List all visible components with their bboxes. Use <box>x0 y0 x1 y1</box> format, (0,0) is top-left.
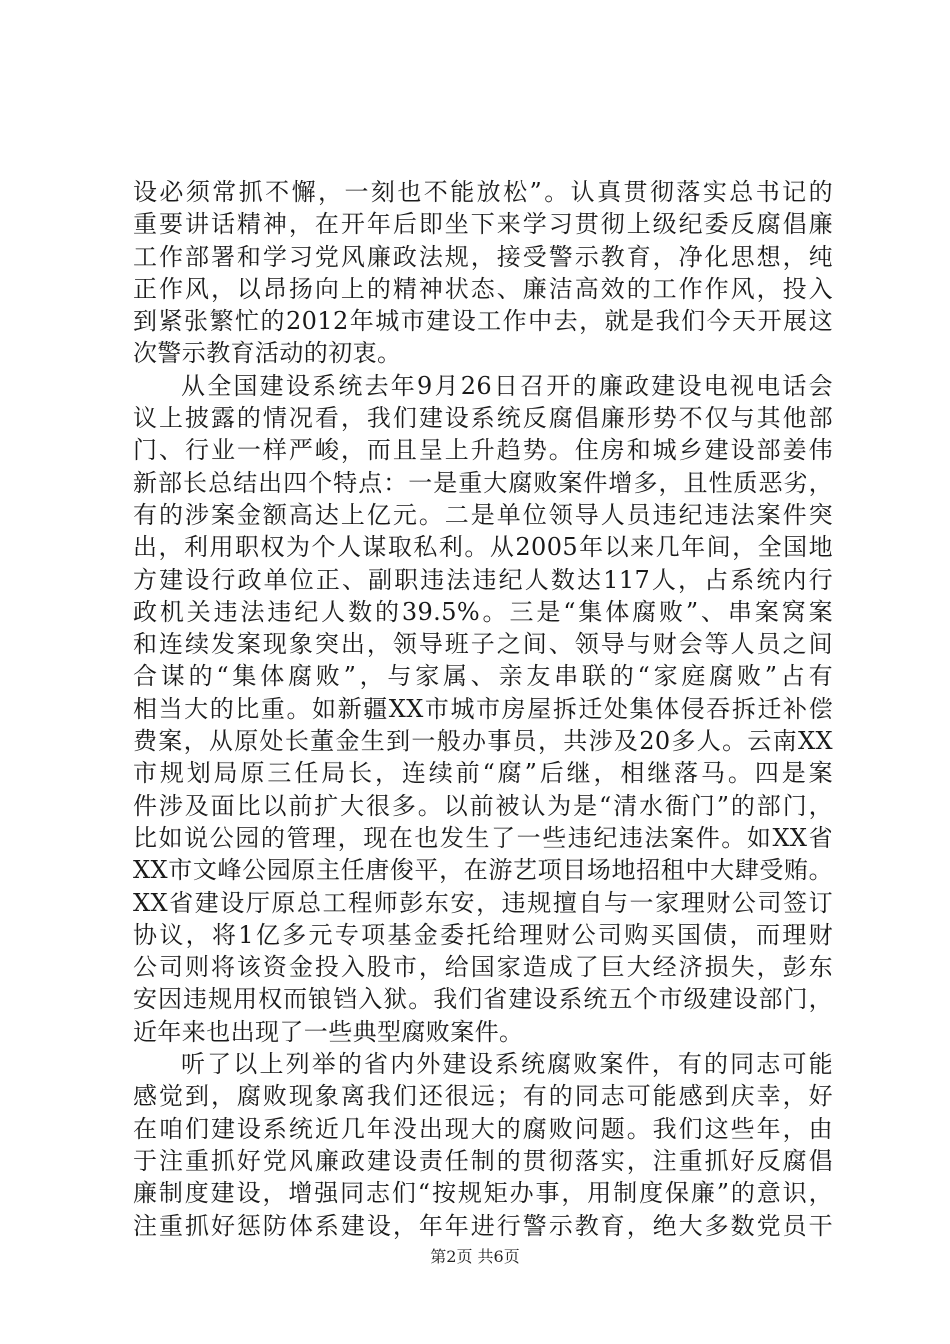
text-line: 从全国建设系统去年9月26日召开的廉政建设电视电话会 <box>181 371 833 400</box>
text-line: 协议，将1亿多元专项基金委托给理财公司购买国债，而理财 <box>133 920 833 949</box>
text-line: 政机关违法违纪人数的39.5%。三是“集体腐败”、串案窝案 <box>133 597 833 626</box>
text-line: 廉制度建设，增强同志们“按规矩办事，用制度保廉”的意识， <box>133 1179 833 1208</box>
text-line: 在咱们建设系统近几年没出现大的腐败问题。我们这些年，由 <box>133 1114 833 1143</box>
page-footer <box>0 1244 950 1267</box>
text-line: 听了以上列举的省内外建设系统腐败案件，有的同志可能 <box>181 1050 833 1079</box>
text-line: 出，利用职权为个人谋取私利。从2005年以来几年间，全国地 <box>133 533 833 562</box>
text-line: 比如说公园的管理，现在也发生了一些违纪违法案件。如XX省 <box>133 823 833 852</box>
text-line: 次警示教育活动的初衷。 <box>133 339 402 368</box>
text-line: 合谋的“集体腐败”，与家属、亲友串联的“家庭腐败”占有 <box>133 662 833 691</box>
text-line: 公司则将该资金投入股市，给国家造成了巨大经济损失，彭东 <box>133 953 833 982</box>
page-number-label: 第2页 共6页 <box>430 1247 520 1266</box>
text-line: 工作部署和学习党风廉政法规，接受警示教育，净化思想，纯 <box>133 242 833 271</box>
text-line: 注重抓好惩防体系建设，年年进行警示教育，绝大多数党员干 <box>133 1211 833 1240</box>
text-line: 于注重抓好党风廉政建设责任制的贯彻落实，注重抓好反腐倡 <box>133 1146 833 1175</box>
text-line: 相当大的比重。如新疆XX市城市房屋拆迁处集体侵吞拆迁补偿 <box>133 694 833 723</box>
text-line: 市规划局原三任局长，连续前“腐”后继，相继落马。四是案 <box>133 759 833 788</box>
text-line: 件涉及面比以前扩大很多。以前被认为是“清水衙门”的部门， <box>133 791 833 820</box>
text-line: 正作风，以昂扬向上的精神状态、廉洁高效的工作作风，投入 <box>133 274 833 303</box>
text-line: 门、行业一样严峻，而且呈上升趋势。住房和城乡建设部姜伟 <box>133 436 833 465</box>
text-line: 议上披露的情况看，我们建设系统反腐倡廉形势不仅与其他部 <box>133 404 833 433</box>
text-line: 设必须常抓不懈，一刻也不能放松”。认真贯彻落实总书记的 <box>133 178 833 206</box>
text-line: XX省建设厅原总工程师彭东安，违规擅自与一家理财公司签订 <box>133 888 833 917</box>
text-line: 新部长总结出四个特点：一是重大腐败案件增多，且性质恶劣， <box>133 468 833 497</box>
text-line: 和连续发案现象突出，领导班子之间、领导与财会等人员之间 <box>133 630 833 659</box>
text-line: XX市文峰公园原主任唐俊平，在游艺项目场地招租中大肆受贿。 <box>133 856 833 885</box>
text-line: 安因违规用权而锒铛入狱。我们省建设系统五个市级建设部门， <box>133 985 833 1014</box>
text-line: 到紧张繁忙的2012年城市建设工作中去，就是我们今天开展这 <box>133 307 833 336</box>
text-line: 方建设行政单位正、副职违法违纪人数达117人，占系统内行 <box>133 565 833 594</box>
text-line: 有的涉案金额高达上亿元。二是单位领导人员违纪违法案件突 <box>133 500 833 529</box>
text-line: 感觉到，腐败现象离我们还很远；有的同志可能感到庆幸，好 <box>133 1082 833 1111</box>
body-text <box>133 176 833 1242</box>
text-line: 重要讲话精神，在开年后即坐下来学习贯彻上级纪委反腐倡廉 <box>133 210 833 239</box>
text-line: 费案，从原处长董金生到一般办事员，共涉及20多人。云南XX <box>133 727 833 756</box>
text-line: 近年来也出现了一些典型腐败案件。 <box>133 1017 524 1046</box>
